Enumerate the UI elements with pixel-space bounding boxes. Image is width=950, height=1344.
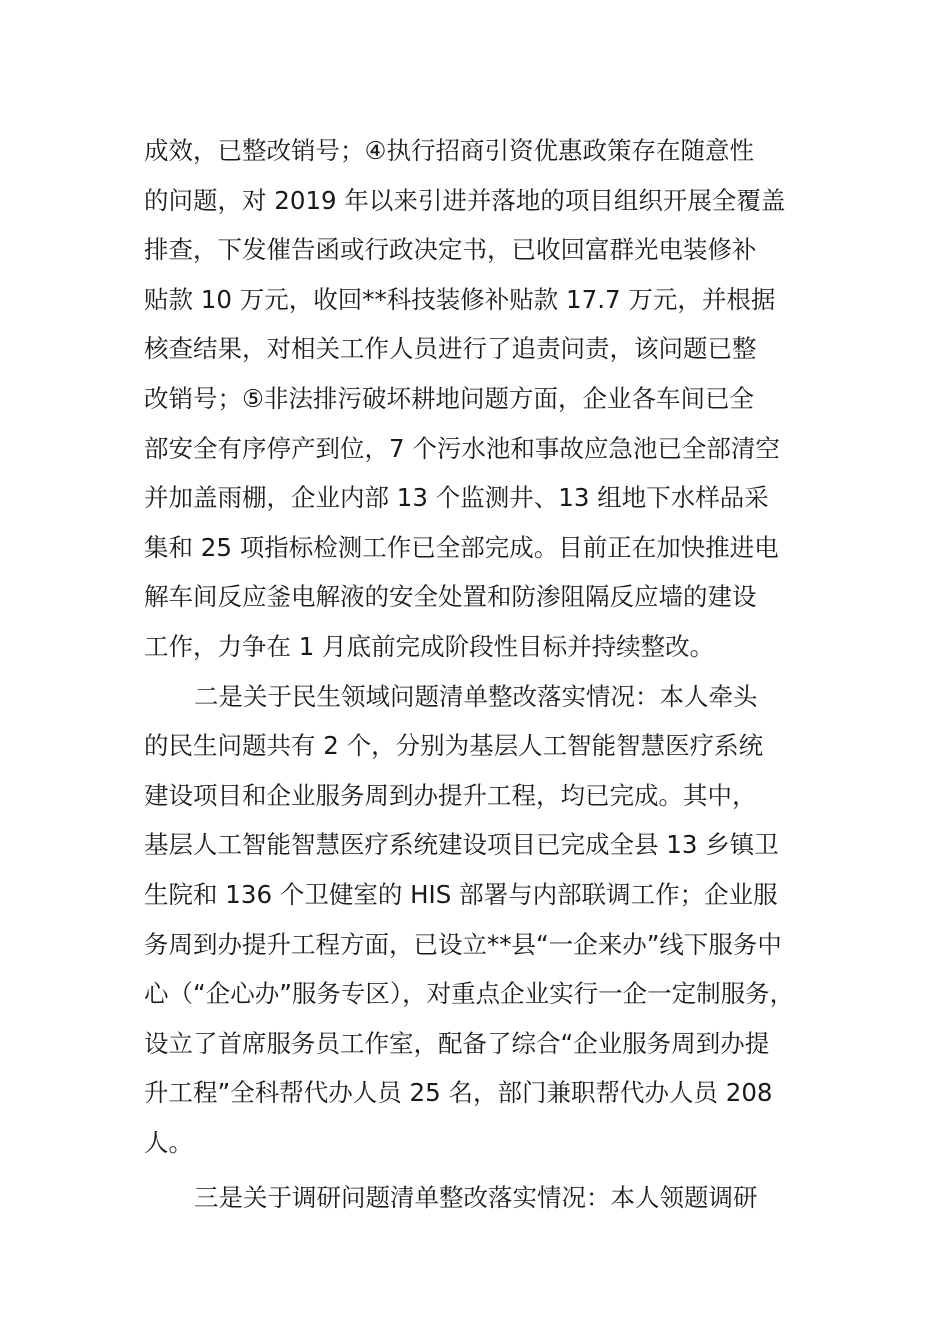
- text-line: 部安全有序停产到位，7 个污水池和事故应急池已全部清空: [144, 433, 780, 463]
- text-line: 生院和 136 个卫健室的 HIS 部署与内部联调工作；企业服: [144, 879, 778, 909]
- text-line: 解车间反应釜电解液的安全处置和防渗阻隔反应墙的建设: [144, 582, 757, 612]
- text-line: 贴款 10 万元，收回**科技装修补贴款 17.7 万元，并根据: [144, 284, 776, 314]
- text-line: 集和 25 项指标检测工作已全部完成。目前正在加快推进电: [144, 532, 779, 562]
- text-line: 设立了首席服务员工作室，配备了综合“企业服务周到办提: [144, 1028, 770, 1058]
- text-line: 的问题，对 2019 年以来引进并落地的项目组织开展全覆盖: [144, 185, 786, 215]
- text-line: 心（“企心办”服务专区），对重点企业实行一企一定制服务，: [144, 979, 795, 1009]
- text-line: 成效，已整改销号；④执行招商引资优惠政策存在随意性: [144, 136, 754, 165]
- paragraph-start-line: 三是关于调研问题清单整改落实情况：本人领题调研: [194, 1183, 758, 1213]
- text-line: 排查，下发催告函或行政决定书，已收回富群光电装修补: [144, 235, 757, 265]
- text-line: 的民生问题共有 2 个，分别为基层人工智能智慧医疗系统: [144, 731, 764, 761]
- text-line: 人。: [144, 1127, 193, 1157]
- document-body: [144, 126, 824, 1223]
- text-line: 工作，力争在 1 月底前完成阶段性目标并持续整改。: [144, 631, 715, 661]
- text-line: 建设项目和企业服务周到办提升工程，均已完成。其中，: [144, 780, 757, 810]
- text-line: 务周到办提升工程方面，已设立**县“一企来办”线下服务中: [144, 929, 782, 959]
- text-line: 并加盖雨棚，企业内部 13 个监测井、13 组地下水样品采: [144, 483, 769, 513]
- text-line: 升工程”全科帮代办人员 25 名，部门兼职帮代办人员 208: [144, 1078, 773, 1108]
- text-line: 基层人工智能智慧医疗系统建设项目已完成全县 13 乡镇卫: [144, 830, 779, 860]
- paragraph-start-line: 二是关于民生领域问题清单整改落实情况：本人牵头: [194, 681, 758, 711]
- text-line: 改销号；⑤非法排污破坏耕地问题方面，企业各车间已全: [144, 383, 754, 413]
- text-line: 核查结果，对相关工作人员进行了追责问责，该问题已整: [144, 334, 757, 364]
